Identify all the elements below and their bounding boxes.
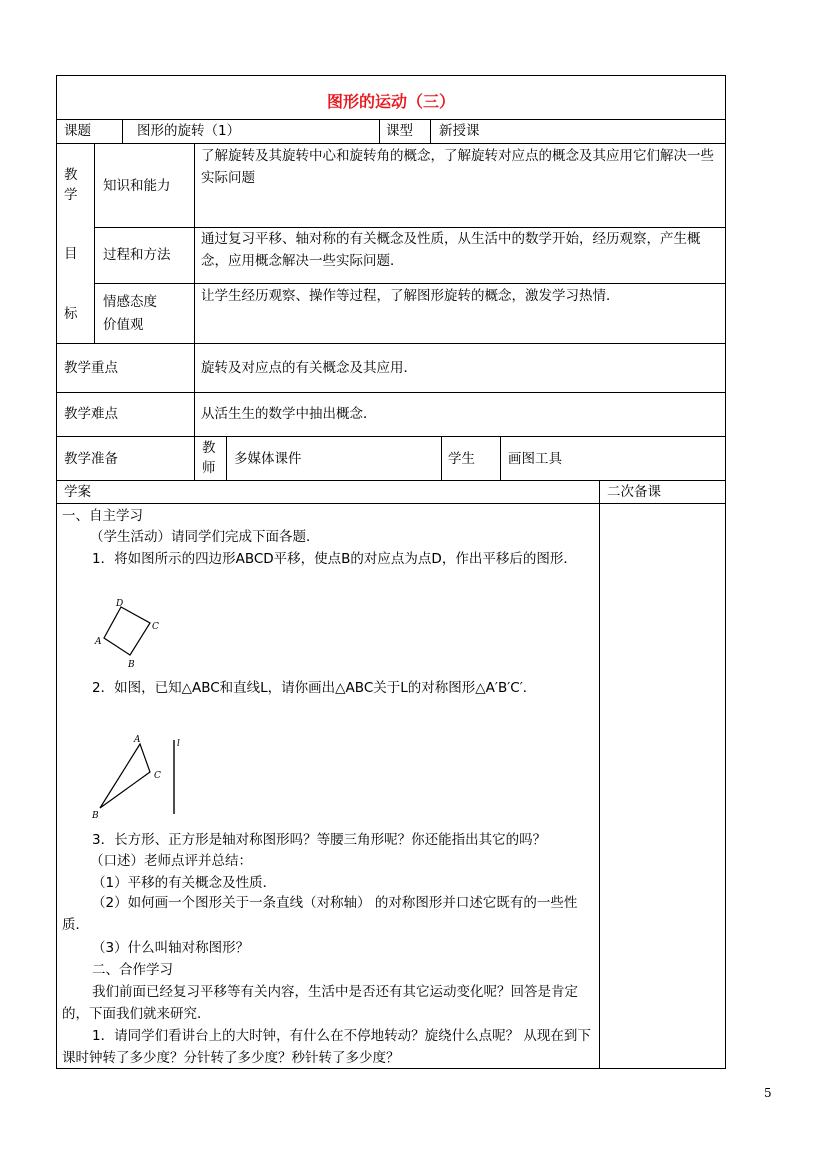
fig2-label-a: A (134, 735, 141, 745)
type-value: 新授课 (439, 123, 480, 139)
row-line (56, 119, 726, 120)
col-line (226, 436, 227, 480)
oral-summary: （口述）老师点评并总结： (90, 853, 252, 869)
key-points-text: 旋转及对应点的有关概念及其应用． (201, 360, 417, 376)
section2-text: 我们前面已经复习平移等有关内容，生活中是否还有其它运动变化呢？回答是肯定的，下面我们就来研究． (62, 984, 578, 1022)
preparation-teacher-line1: 教 (202, 440, 216, 456)
preparation-student-label: 学生 (448, 451, 475, 467)
emotion-text: 让学生经历观察、操作等过程，了解图形旋转的概念，激发学习热情． (201, 288, 620, 304)
question-1: 1．将如图所示的四边形ABCD平移，使点B的对应点为点D，作出平移后的图形． (92, 551, 577, 567)
preparation-label: 教学准备 (64, 451, 118, 467)
col-line (194, 143, 195, 480)
oral-item-1: （1）平移的有关概念及性质． (92, 875, 277, 891)
difficulties-text: 从活生生的数学中抽出概念． (201, 406, 377, 422)
goal-char-4: 标 (64, 306, 78, 322)
col-line (94, 143, 95, 343)
preparation-teacher-value: 多媒体课件 (234, 451, 302, 467)
goal-char-3: 目 (64, 246, 78, 262)
knowledge-label: 知识和能力 (103, 178, 171, 194)
row-line (56, 503, 726, 504)
fig2-label-l: l (177, 739, 180, 749)
section1-title: 一、自主学习 (62, 508, 143, 524)
question-2: 2．如图，已知△ABC和直线L，请你画出△ABC关于L的对称图形△A′B′C′． (92, 680, 537, 696)
topic-value: 图形的旋转（1） (137, 123, 241, 139)
difficulties-label: 教学难点 (64, 406, 118, 422)
row-line (56, 436, 726, 437)
emotion-label-line1: 情感态度 (103, 294, 157, 310)
col-line (122, 119, 123, 144)
plan-header-left: 学案 (64, 484, 91, 500)
fig1-label-d: D (116, 599, 124, 609)
triangle-line-figure (88, 728, 188, 823)
table-border-right (725, 75, 726, 1069)
col-line (500, 436, 501, 480)
preparation-teacher-line2: 师 (202, 460, 216, 476)
type-label: 课型 (386, 123, 413, 139)
section2-title: 二、合作学习 (92, 962, 173, 978)
row-line (56, 143, 726, 144)
plan-header-right: 二次备课 (607, 484, 661, 500)
section1-intro: （学生活动）请同学们完成下面各题． (90, 529, 320, 545)
quadrilateral-figure (88, 593, 168, 673)
col-line (599, 480, 600, 1068)
fig1-label-b: B (128, 660, 135, 670)
process-label: 过程和方法 (103, 247, 171, 263)
preparation-student-value: 画图工具 (508, 451, 562, 467)
emotion-label-line2: 价值观 (103, 317, 144, 333)
row-line (56, 392, 726, 393)
col-line (430, 119, 431, 144)
goal-char-1: 教 (64, 167, 78, 183)
question-3: 3．长方形、正方形是轴对称图形吗？等腰三角形呢？你还能指出其它的吗？ (92, 832, 547, 848)
process-text: 通过复习平移、轴对称的有关概念及性质，从生活中的数学开始，经历观察，产生概念，应用概念解决一些实际问题． (201, 231, 701, 269)
col-line (441, 436, 442, 480)
fig1-label-a: A (95, 637, 102, 647)
page-number: 5 (764, 1086, 772, 1100)
page-title: 图形的运动（三） (326, 92, 455, 111)
row-line (56, 480, 726, 481)
row-line (94, 283, 726, 284)
table-border-left (56, 75, 57, 1069)
fig1-label-c: C (152, 622, 159, 632)
knowledge-text: 了解旋转及其旋转中心和旋转角的概念，了解旋转对应点的概念及其应用它们解决一些实际问题 (201, 148, 714, 186)
table-border-top (56, 75, 726, 76)
key-points-label: 教学重点 (64, 360, 118, 376)
goal-char-2: 学 (64, 187, 78, 203)
col-line (379, 119, 380, 144)
row-line (56, 343, 726, 344)
topic-label: 课题 (64, 123, 91, 139)
fig2-label-b: B (92, 811, 99, 821)
section2-question-1: 1．请同学们看讲台上的大时钟，有什么在不停地转动？旋绕什么点呢？ 从现在到下课时钟转了多少度？分针转了多少度？秒针转了多少度？ (62, 1028, 591, 1066)
oral-item-2: （2）如何画一个图形关于一条直线（对称轴） 的对称图形并口述它既有的一些性质． (62, 895, 578, 933)
oral-item-3: （3）什么叫轴对称图形？ (92, 940, 250, 956)
fig2-label-c: C (154, 771, 161, 781)
